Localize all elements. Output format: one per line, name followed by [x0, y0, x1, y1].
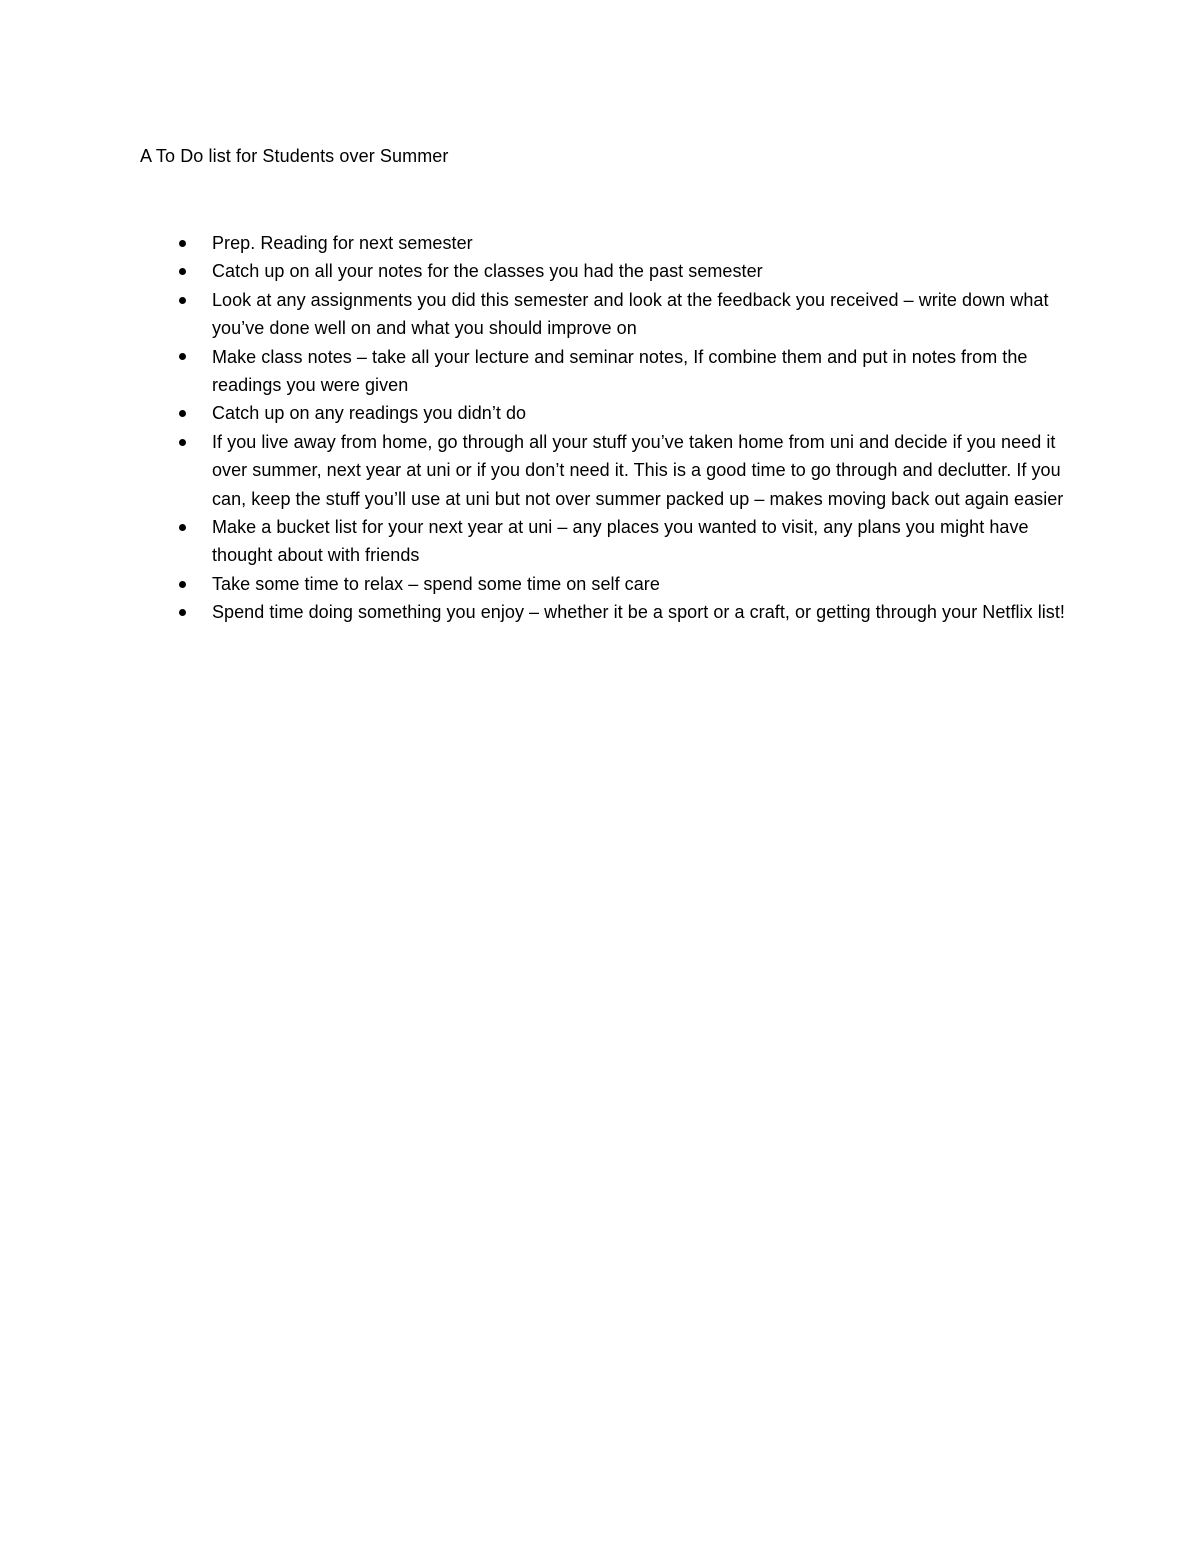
- bullet-icon: [176, 399, 188, 427]
- list-item-text: Spend time doing something you enjoy – whether it be a sport or a craft, or getting through your Netflix list!: [212, 602, 1065, 623]
- list-item-text: Take some time to relax – spend some time on self care: [212, 573, 660, 594]
- list-item-text: Catch up on any readings you didn’t do: [212, 403, 527, 424]
- list-item: [0, 428, 1072, 513]
- list-item: [0, 598, 1072, 626]
- list-item: [0, 286, 1072, 343]
- bullet-icon: [176, 428, 188, 456]
- bullet-icon: [176, 257, 188, 285]
- todo-list: [0, 229, 1200, 627]
- list-item-text: Make class notes – take all your lecture and seminar notes, If combine them and put in notes from the readings you were given: [212, 346, 1028, 396]
- bullet-icon: [176, 229, 188, 257]
- list-item-text: If you live away from home, go through all your stuff you’ve taken home from uni and decide if you need it over summer, next year at uni or if you don’t need it. This is a good time to go through and declutter. If you can, keep the stuff you’ll use at uni but not over summer packed up – makes moving back out again easier: [212, 431, 1064, 509]
- list-item: [0, 343, 1072, 400]
- list-item-text: Catch up on all your notes for the classes you had the past semester: [212, 261, 763, 282]
- bullet-icon: [176, 343, 188, 371]
- list-item-text: Make a bucket list for your next year at uni – any places you wanted to visit, any plans you might have thought about with friends: [212, 517, 1029, 566]
- list-item-text: Look at any assignments you did this semester and look at the feedback you received – write down what you’ve done well on and what you should improve on: [212, 289, 1049, 339]
- list-item: [0, 229, 1072, 257]
- list-item: [0, 257, 1072, 285]
- list-item: [0, 513, 1072, 570]
- bullet-icon: [176, 598, 188, 626]
- list-item: [0, 399, 1072, 427]
- list-item-text: Prep. Reading for next semester: [212, 233, 473, 253]
- document-title: A To Do list for Students over Summer: [140, 146, 449, 166]
- bullet-icon: [176, 513, 188, 541]
- bullet-icon: [176, 570, 188, 598]
- list-item: [0, 570, 1072, 598]
- bullet-icon: [176, 286, 188, 314]
